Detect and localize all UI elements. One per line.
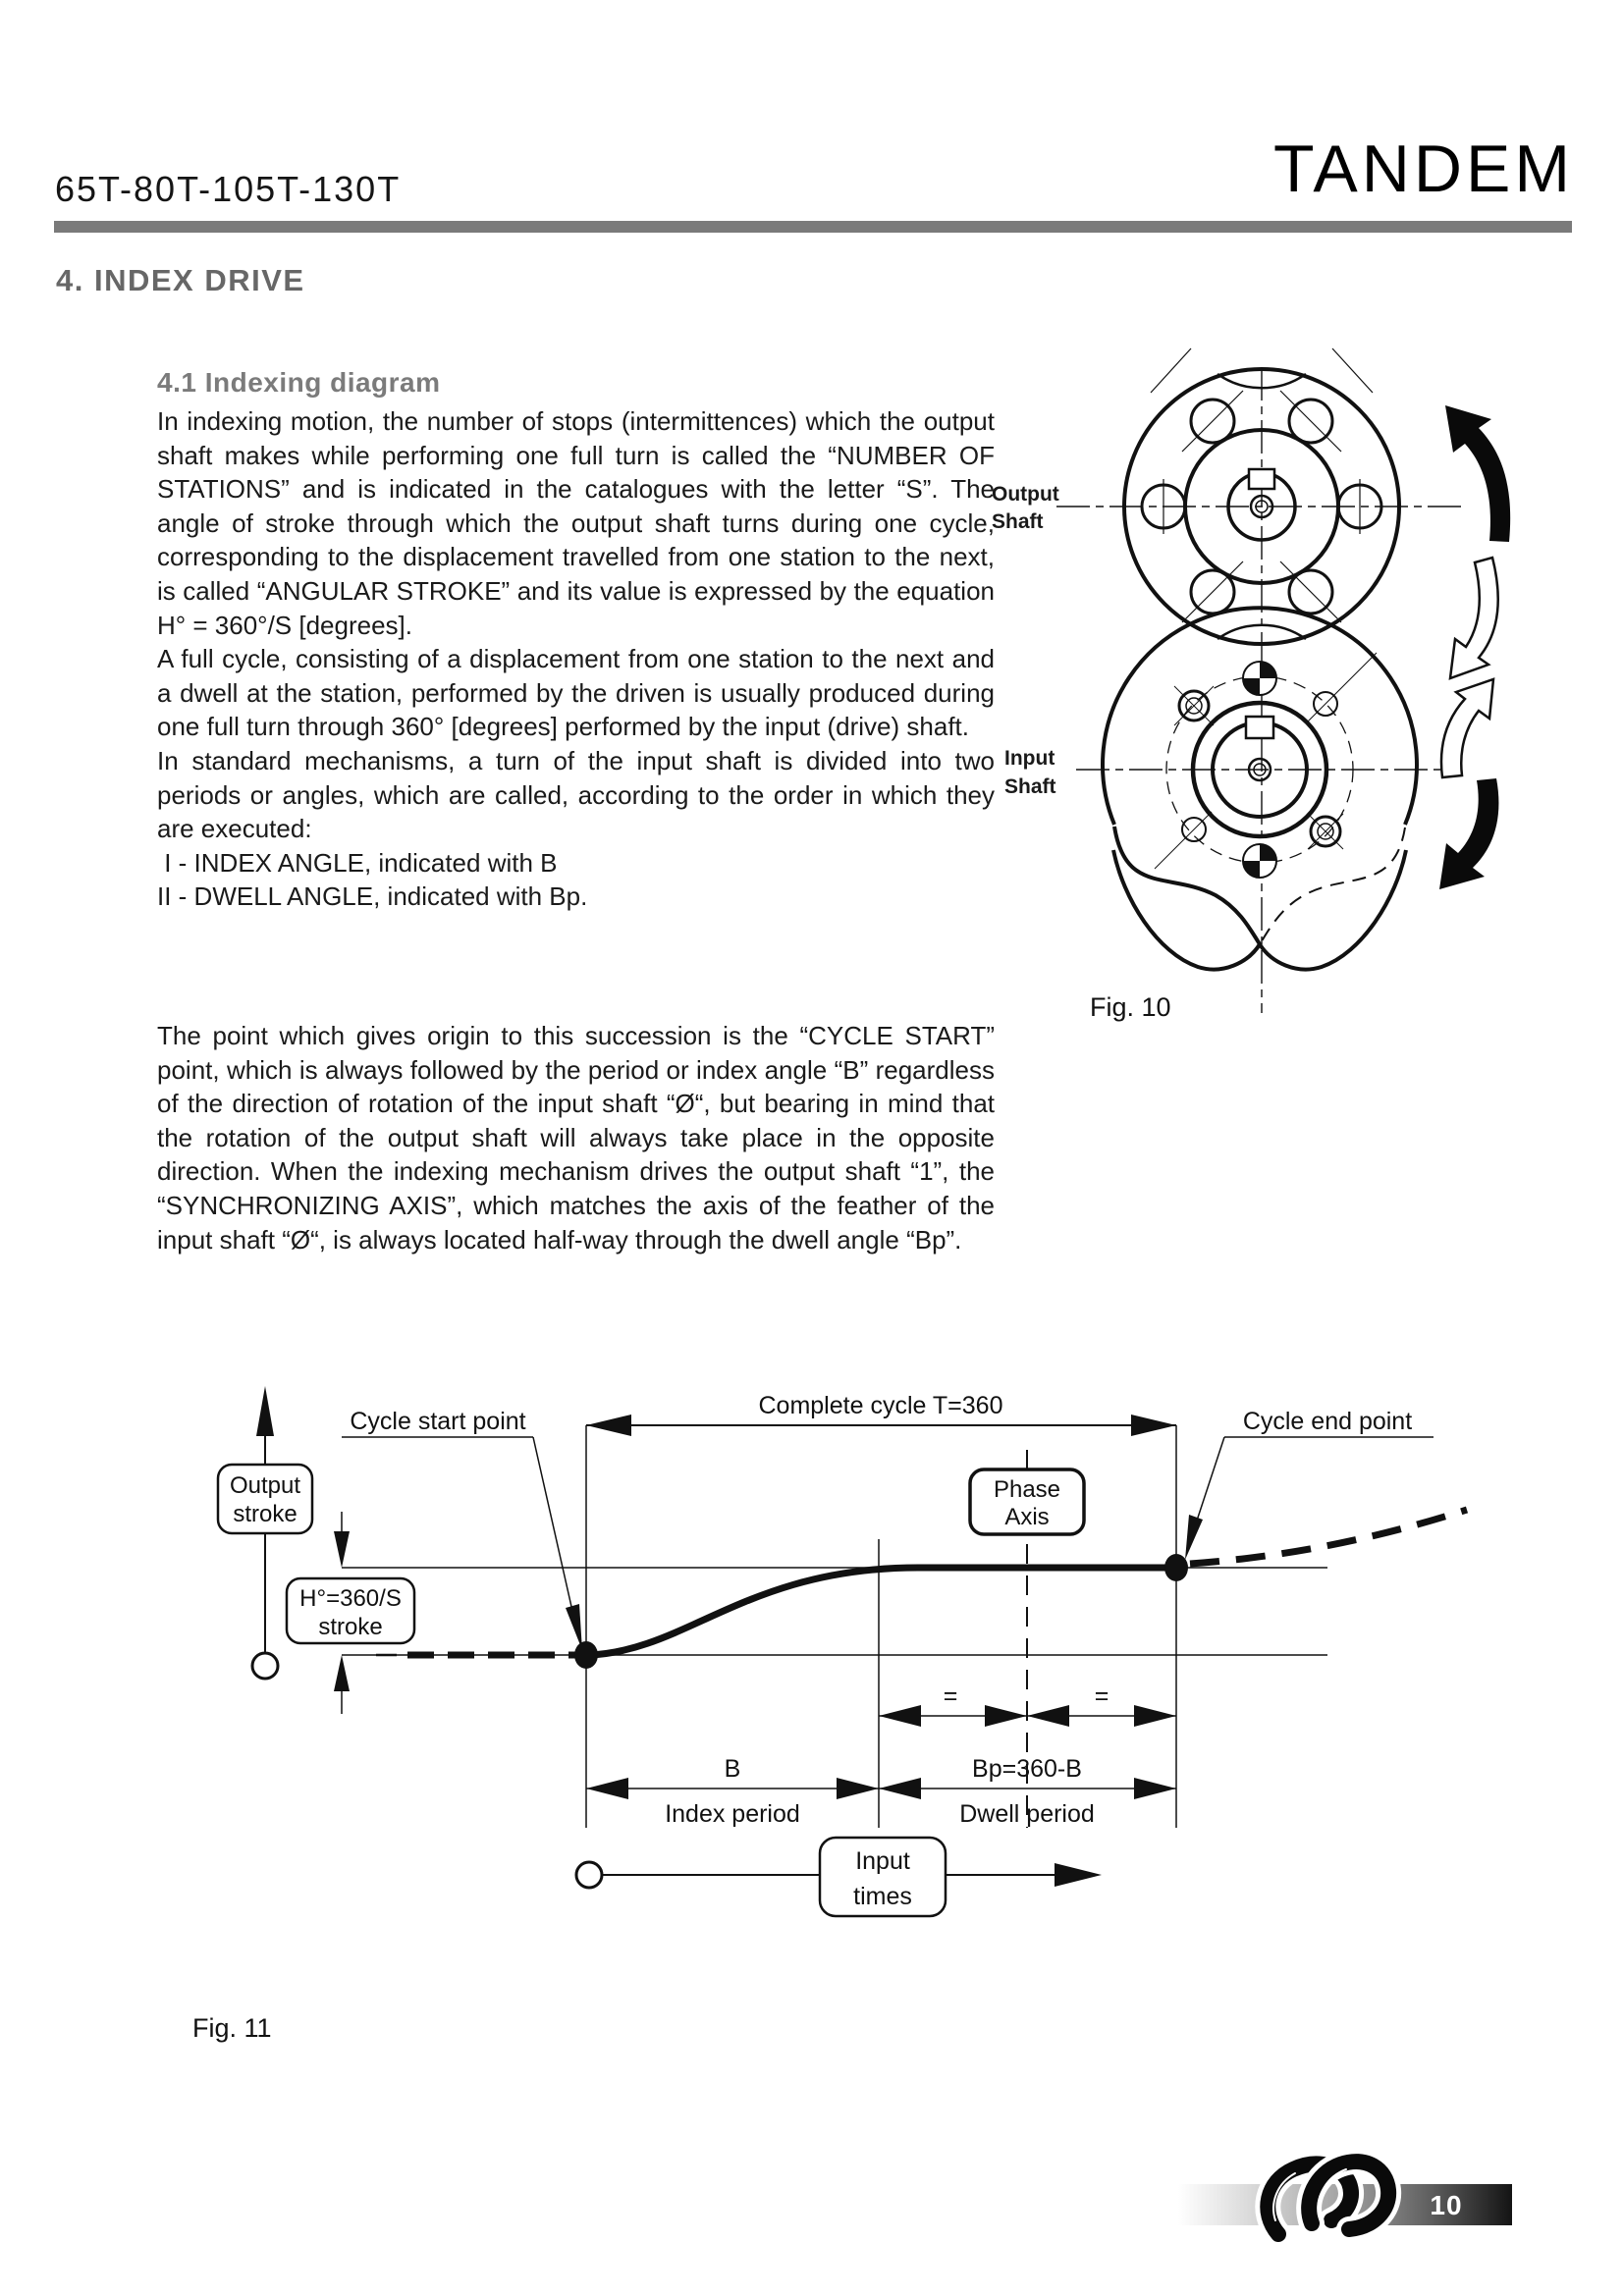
section-title: 4. INDEX DRIVE [56,263,305,297]
input-times-text-1: Input [855,1847,910,1875]
page-number: 10 [1430,2190,1463,2220]
output-shaft-label-line2: Shaft [992,510,1044,533]
output-stroke-text-2: stroke [233,1501,298,1527]
input-times-text-2: times [853,1883,912,1910]
brand-logo [1268,2162,1388,2234]
bolt-hole-upper-left [1174,686,1214,725]
fig10-caption: Fig. 10 [1090,992,1171,1022]
output-stroke-text-1: Output [229,1472,301,1499]
dwell-period-label: Dwell period [959,1800,1095,1828]
input-cam [1103,608,1417,969]
output-key-square [1249,469,1274,489]
fig11-diagram [218,1386,1467,1916]
phase-axis-text-1: Phase [993,1476,1061,1503]
b-label: B [724,1755,741,1783]
equal-sign-left: = [943,1682,958,1710]
output-rotation-arrow-outline [1450,558,1498,678]
fig11-caption: Fig. 11 [192,2013,272,2043]
input-rotation-arrow-outline [1441,679,1493,777]
model-code: 65T-80T-105T-130T [55,169,402,209]
quadrant-symbol-top [1243,662,1276,695]
subsection-title: 4.1 Indexing diagram [157,367,441,398]
h-stroke-text-1: H°=360/S [299,1585,402,1612]
cycle-end-label: Cycle end point [1242,1408,1413,1435]
input-shaft-label-line1: Input [1004,747,1055,770]
complete-cycle-label: Complete cycle T=360 [758,1392,1003,1419]
paragraph-3: The point which gives origin to this succession is the “CYCLE START” point, which is always followed by the period or index angle “B” regardless of the direction of rotation of the input shaft “Ø“, but bearing in mind that the rotation of the output shaft will always take place in the opposite direction. When the indexing mechanism drives the output shaft “1”, the “SYNCHRONIZING AXIS”, which matches the axis of the feather of the input shaft “Ø“, is always located half-way through the dwell angle “Bp”. [157,1021,995,1255]
bolt-hole-upper-right [1308,653,1377,721]
list-item-index-angle: I - INDEX ANGLE, indicated with B [157,847,558,878]
paragraph-1: In indexing motion, the number of stops (intermittences) which the output shaft makes while performing one full turn is called the “NUMBER OF STATIONS” and is indicated in the catalogues with the letter “S”. The angle of stroke through which the output shaft turns during one cycle, corresponding to the displacement travelled from one station to the next, is called “ANGULAR STROKE” and its value is expressed by the equation H° = 360°/S [degrees]. [157,406,995,640]
h-stroke-text-2: stroke [318,1614,383,1640]
fig10-drawing [1056,348,1510,1013]
cycle-end-dot [1164,1554,1188,1581]
input-key-square [1246,717,1273,738]
index-period-label: Index period [665,1800,800,1828]
b-bp-dimension [586,1778,1176,1799]
output-rotation-arrow-filled [1445,405,1510,542]
input-shaft-label-line2: Shaft [1004,775,1056,798]
motion-curve [376,1510,1467,1669]
bolt-hole-lower-left [1155,812,1212,869]
paragraph-2a: A full cycle, consisting of a displacement from one station to the next and a dwell at the station, performed by the driven is usually produced during one full turn through 360° [degrees] performed by the input (drive) shaft. [157,644,995,742]
bp-label: Bp=360-B [972,1755,1082,1783]
cycle-start-dot [574,1641,598,1669]
brand-wordmark: TANDEM [1272,132,1574,206]
paragraph-2b: In standard mechanisms, a turn of the input shaft is divided into two periods or angles, which are called, according to the order in which they are executed: [157,745,995,844]
list-item-dwell-angle: II - DWELL ANGLE, indicated with Bp. [157,881,588,912]
equal-sign-right: = [1094,1682,1109,1710]
cycle-end-leader [1185,1437,1434,1560]
output-shaft-label-line1: Output [992,483,1059,506]
phase-axis-text-2: Axis [1004,1504,1050,1530]
input-rotation-arrow-filled [1439,778,1498,889]
cycle-start-label: Cycle start point [350,1408,526,1435]
quadrant-symbol-bottom [1243,844,1276,878]
bolt-hole-lower-right [1308,814,1343,849]
